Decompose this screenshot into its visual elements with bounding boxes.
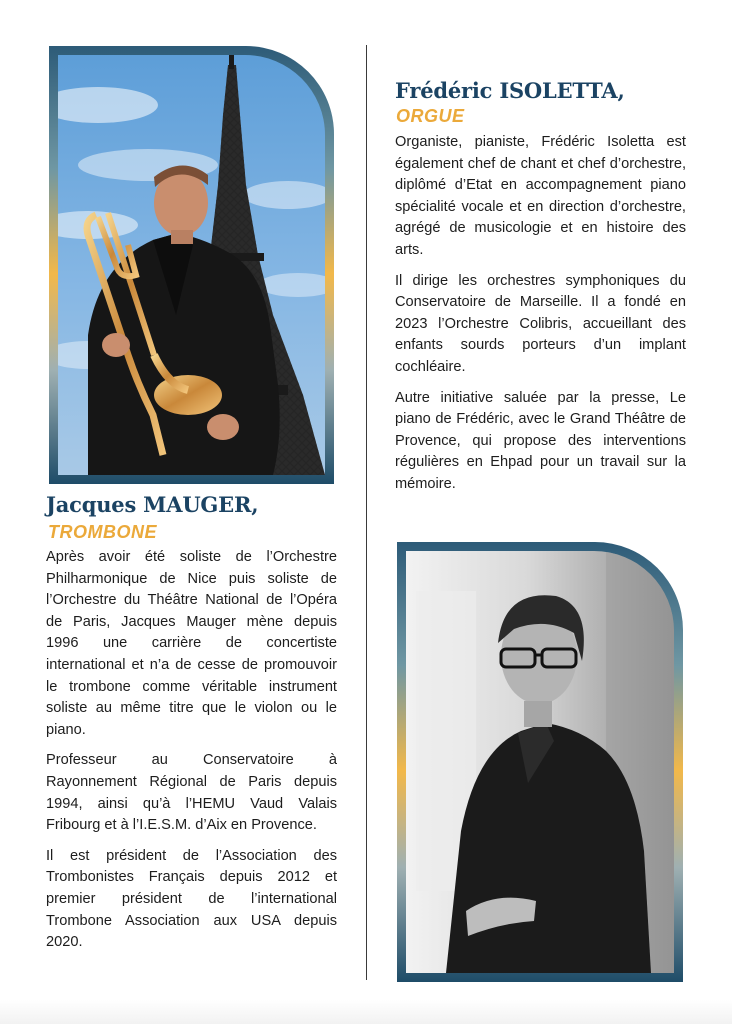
bio-paragraph: Professeur au Conservatoire à Rayonnement Régional de Paris depuis 1994, ainsi qu’à l’HEMU Vaud Valais Fribourg et à l’I.E.S.M. d’Aix en Provence. xyxy=(46,752,337,834)
instrument-label-right: ORGUE xyxy=(396,106,465,126)
bio-paragraph: Organiste, pianiste, Frédéric Isoletta est également chef de chant et chef d’orchestre, diplômé d’Etat en accompagnement piano spécialité vocale et en direction d’orchestre, agrégé de musicologie et en histoire des arts. xyxy=(395,134,686,258)
bio-paragraph: Il est président de l’Association des Trombonistes Français depuis 2012 et premier président de l’international Trombone Association aux USA depuis 2020. xyxy=(46,847,337,951)
photo-frame-jacques-mauger xyxy=(49,46,334,484)
biography-right xyxy=(395,132,686,505)
bio-paragraph: Après avoir été soliste de l’Orchestre Philharmonique de Nice puis soliste de l’Orchestre du Théâtre National de l’Opéra de Paris, Jacques Mauger mène depuis 1996 une carrière de concertiste international et n’a de cesse de promouvoir le trombone comme véritable instrument soliste au même titre que le violon ou le piano. xyxy=(46,549,337,738)
musician-name-left: Jacques MAUGER, xyxy=(46,492,259,517)
instrument-label-left: TROMBONE xyxy=(48,522,157,542)
photo-jacques-mauger xyxy=(58,55,325,475)
column-divider xyxy=(366,45,367,980)
biography-left xyxy=(46,547,337,963)
bio-paragraph: Il dirige les orchestres symphoniques du Conservatoire de Marseille. Il a fondé en 2023 l’Orchestre Colibris, accueillant des enfants sourds porteurs d’un implant cochléaire. xyxy=(395,272,686,375)
page-bottom-edge xyxy=(0,1000,732,1024)
photo-frame-frederic-isoletta xyxy=(397,542,683,982)
musician-name-right: Frédéric ISOLETTA, xyxy=(395,78,625,103)
bio-paragraph: Autre initiative saluée par la presse, Le piano de Frédéric, avec le Grand Théâtre de Provence, qui propose des interventions régulières en Ehpad pour un travail sur la mémoire. xyxy=(395,389,686,492)
photo-frederic-isoletta xyxy=(406,551,674,973)
